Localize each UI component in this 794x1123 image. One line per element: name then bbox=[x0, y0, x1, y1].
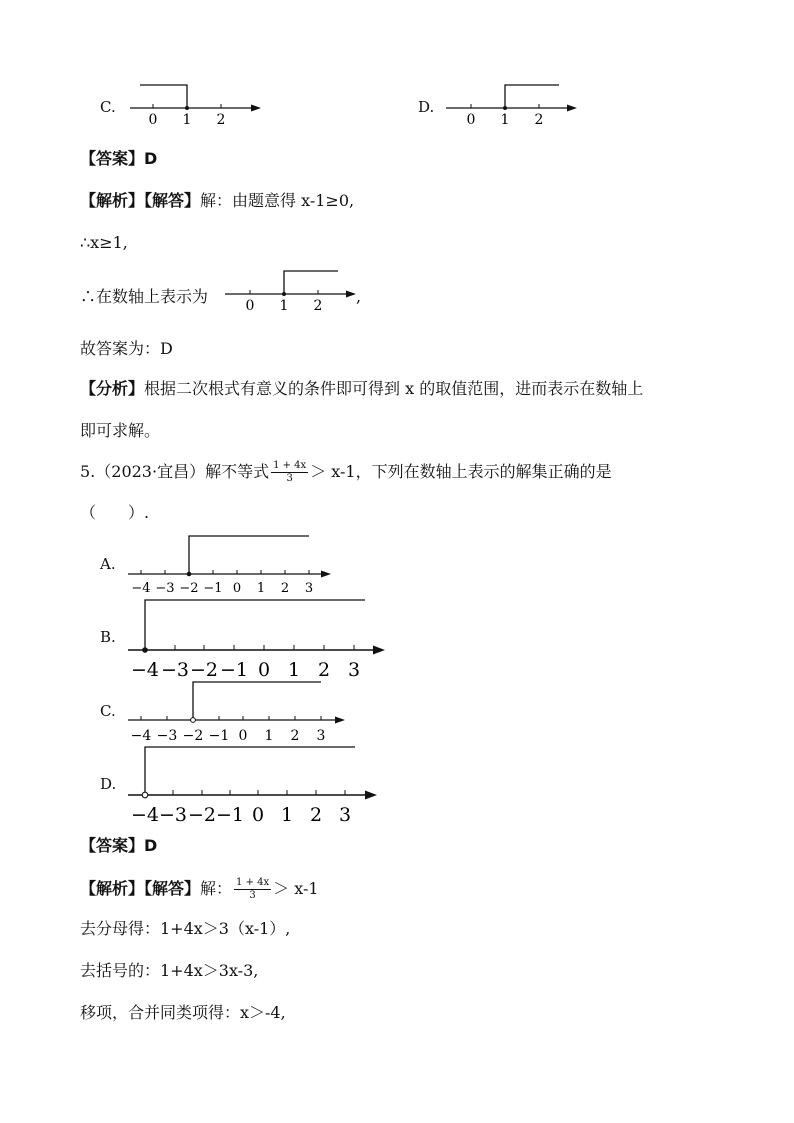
tick-label: −2 bbox=[187, 804, 217, 826]
option-c-number-line bbox=[125, 80, 275, 134]
tick-label: 2 bbox=[216, 112, 226, 128]
q4-answer: 【答案】D bbox=[80, 149, 158, 168]
tick-label: −3 bbox=[158, 804, 188, 826]
tick-label: 1 bbox=[287, 659, 301, 681]
q5-stem bbox=[80, 460, 612, 485]
tick-label: 0 bbox=[238, 728, 248, 744]
q4-comment bbox=[80, 378, 643, 400]
tick-label: 1 bbox=[264, 728, 274, 744]
tick-label: −1 bbox=[203, 581, 223, 596]
tick-label: 0 bbox=[245, 298, 255, 314]
option-c-label: C. bbox=[100, 98, 116, 116]
stem-suffix: ＞ x-1，下列在数轴上表示的解集正确的是 bbox=[310, 462, 612, 481]
q4-step2-tail: , bbox=[356, 287, 362, 306]
analysis-fraction bbox=[234, 877, 271, 902]
tick-label: 3 bbox=[338, 804, 352, 826]
tick-label: 0 bbox=[232, 581, 242, 596]
q4-step2-text: ∴在数轴上表示为 bbox=[80, 287, 209, 306]
fraction-denominator: 3 bbox=[286, 473, 293, 484]
analysis-text: 解：由题意得 x-1≥0, bbox=[200, 191, 355, 210]
q4-step1: ∴x≥1, bbox=[80, 233, 128, 252]
tick-label: −1 bbox=[219, 659, 249, 681]
q4-analysis bbox=[80, 190, 354, 212]
axis-arrow bbox=[365, 791, 377, 800]
tick-label: −4 bbox=[130, 728, 152, 744]
comment-text: 根据二次根式有意义的条件即可得到 x 的取值范围，进而表示在数轴上 bbox=[144, 379, 644, 398]
analysis-prefix: 【解析】【解答】 bbox=[80, 191, 201, 210]
tick-label: 1 bbox=[279, 298, 289, 314]
solution-ray bbox=[505, 85, 559, 108]
q4-step2-number-line bbox=[222, 266, 372, 320]
q5-option-a-label: A. bbox=[100, 555, 116, 573]
tick-label: 1 bbox=[256, 581, 266, 596]
tick-label: 2 bbox=[317, 659, 331, 681]
tick-label: −4 bbox=[130, 659, 160, 681]
tick-label: 2 bbox=[290, 728, 300, 744]
q5-option-d-number-line bbox=[125, 743, 385, 832]
solid-point bbox=[142, 647, 148, 653]
tick-label: −2 bbox=[189, 659, 219, 681]
solution-ray bbox=[284, 271, 338, 294]
solution-ray bbox=[189, 536, 309, 574]
tick-label: −4 bbox=[131, 581, 151, 596]
q4-conclusion: 故答案为：D bbox=[80, 339, 173, 358]
solid-point bbox=[282, 292, 286, 296]
tick-label: 2 bbox=[309, 804, 323, 826]
q5-option-c-label: C. bbox=[100, 702, 116, 720]
q5-step2: 去括号的：1+4x＞3x-3, bbox=[80, 961, 259, 980]
axis-arrow bbox=[335, 717, 345, 724]
fraction-denominator: 3 bbox=[249, 890, 256, 901]
solid-point bbox=[187, 572, 192, 577]
tick-label: −2 bbox=[179, 581, 199, 596]
q5-option-b-label: B. bbox=[100, 628, 116, 646]
tick-label: 1 bbox=[500, 112, 510, 128]
tick-label: 0 bbox=[257, 659, 271, 681]
tick-label: 3 bbox=[316, 728, 326, 744]
solid-point bbox=[503, 106, 507, 110]
q5-stem-line2: （ ）. bbox=[80, 503, 150, 522]
axis-arrow bbox=[567, 105, 577, 112]
tick-label: −3 bbox=[155, 581, 175, 596]
tick-label: −2 bbox=[182, 728, 204, 744]
tick-label: 0 bbox=[466, 112, 476, 128]
solution-ray bbox=[140, 85, 187, 108]
solid-point bbox=[185, 106, 189, 110]
tick-label: −1 bbox=[215, 804, 245, 826]
axis-arrow bbox=[346, 291, 356, 298]
tick-label: 2 bbox=[313, 298, 323, 314]
tick-label: 3 bbox=[347, 659, 361, 681]
solution-ray bbox=[145, 747, 355, 793]
analysis-suffix: ＞ x-1 bbox=[273, 879, 319, 898]
fraction-numerator: 1 + 4x bbox=[273, 460, 307, 471]
hollow-point bbox=[142, 792, 148, 798]
tick-label: 0 bbox=[251, 804, 265, 826]
option-d-label: D. bbox=[418, 98, 435, 116]
analysis-text: 解： bbox=[200, 879, 233, 898]
axis-arrow bbox=[321, 571, 331, 578]
fraction-numerator: 1 + 4x bbox=[236, 877, 270, 888]
analysis-prefix: 【解析】【解答】 bbox=[80, 879, 201, 898]
q5-option-a-number-line bbox=[125, 532, 345, 606]
axis-arrow bbox=[251, 105, 261, 112]
tick-label: 1 bbox=[280, 804, 294, 826]
tick-label: 2 bbox=[280, 581, 290, 596]
tick-label: 1 bbox=[182, 112, 192, 128]
solution-ray bbox=[145, 600, 365, 650]
stem-prefix: 5.（2023·宜昌）解不等式 bbox=[80, 462, 270, 481]
q4-comment-line2: 即可求解。 bbox=[80, 421, 161, 440]
q5-step1: 去分母得：1+4x＞3（x-1）, bbox=[80, 919, 291, 938]
stem-fraction bbox=[271, 460, 308, 485]
q5-answer: 【答案】D bbox=[80, 836, 158, 855]
tick-label: 2 bbox=[534, 112, 544, 128]
solution-ray bbox=[193, 682, 321, 718]
q5-step3: 移项，合并同类项得：x＞-4, bbox=[80, 1003, 286, 1022]
tick-label: −4 bbox=[130, 804, 160, 826]
q5-option-b-number-line bbox=[125, 596, 395, 685]
axis-arrow bbox=[373, 646, 385, 655]
hollow-point bbox=[191, 718, 196, 723]
option-d-number-line bbox=[443, 80, 593, 134]
tick-label: −3 bbox=[160, 659, 190, 681]
q5-analysis bbox=[80, 877, 319, 902]
tick-label: −1 bbox=[208, 728, 230, 744]
tick-label: −3 bbox=[156, 728, 178, 744]
q5-option-d-label: D. bbox=[100, 775, 117, 793]
tick-label: 3 bbox=[304, 581, 314, 596]
comment-prefix: 【分析】 bbox=[80, 379, 145, 398]
tick-label: 0 bbox=[148, 112, 158, 128]
